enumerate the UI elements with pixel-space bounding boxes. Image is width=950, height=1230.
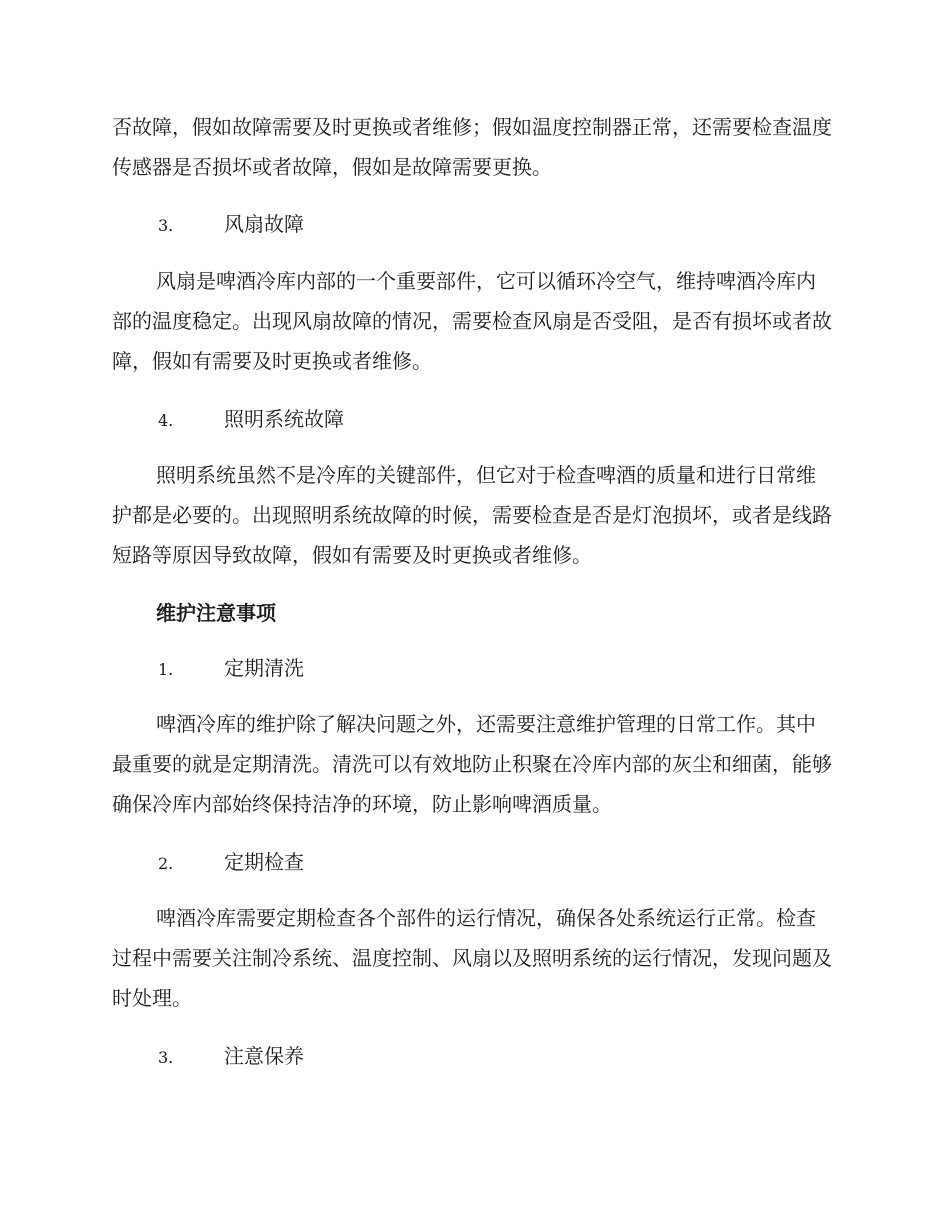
paragraph-fan: 风扇是啤酒冷库内部的一个重要部件，它可以循环冷空气，维持啤酒冷库内部的温度稳定。出现风扇故障的情况，需要检查风扇是否受阻，是否有损坏或者故障，假如有需要及时更换或者维修。 <box>112 269 832 373</box>
list-item-lighting-fault <box>158 405 344 435</box>
list-number: 3. <box>158 216 174 235</box>
section-heading-maintenance: 维护注意事项 <box>156 601 276 625</box>
paragraph-lighting: 照明系统虽然不是冷库的关键部件，但它对于检查啤酒的质量和进行日常维护都是必要的。出现照明系统故障的时候，需要检查是否是灯泡损坏，或者是线路短路等原因导致故障，假如有需要及时更换或者维修。 <box>112 463 832 567</box>
list-item-maintenance-care <box>158 1042 304 1072</box>
list-item-regular-inspection <box>158 848 304 878</box>
paragraph-cleaning: 啤酒冷库的维护除了解决问题之外，还需要注意维护管理的日常工作。其中最重要的就是定期清洗。清洗可以有效地防止积聚在冷库内部的灰尘和细菌，能够确保冷库内部始终保持洁净的环境，防止影响啤酒质量。 <box>112 712 832 816</box>
list-item-title: 注意保养 <box>224 1044 304 1068</box>
list-number: 1. <box>158 660 174 679</box>
list-item-regular-cleaning <box>158 654 304 684</box>
paragraph-inspection: 啤酒冷库需要定期检查各个部件的运行情况，确保各处系统运行正常。检查过程中需要关注制冷系统、温度控制、风扇以及照明系统的运行情况，发现问题及时处理。 <box>112 906 832 1010</box>
list-number: 3. <box>158 1048 174 1067</box>
list-item-fan-fault <box>158 210 304 240</box>
paragraph-temperature-sensor: 否故障，假如故障需要及时更换或者维修；假如温度控制器正常，还需要检查温度传感器是否损坏或者故障，假如是故障需要更换。 <box>112 115 832 179</box>
list-number: 2. <box>158 854 174 873</box>
list-number: 4. <box>158 411 174 430</box>
list-item-title: 照明系统故障 <box>224 407 344 431</box>
list-item-title: 风扇故障 <box>224 212 304 236</box>
list-item-title: 定期清洗 <box>224 656 304 680</box>
list-item-title: 定期检查 <box>224 850 304 874</box>
